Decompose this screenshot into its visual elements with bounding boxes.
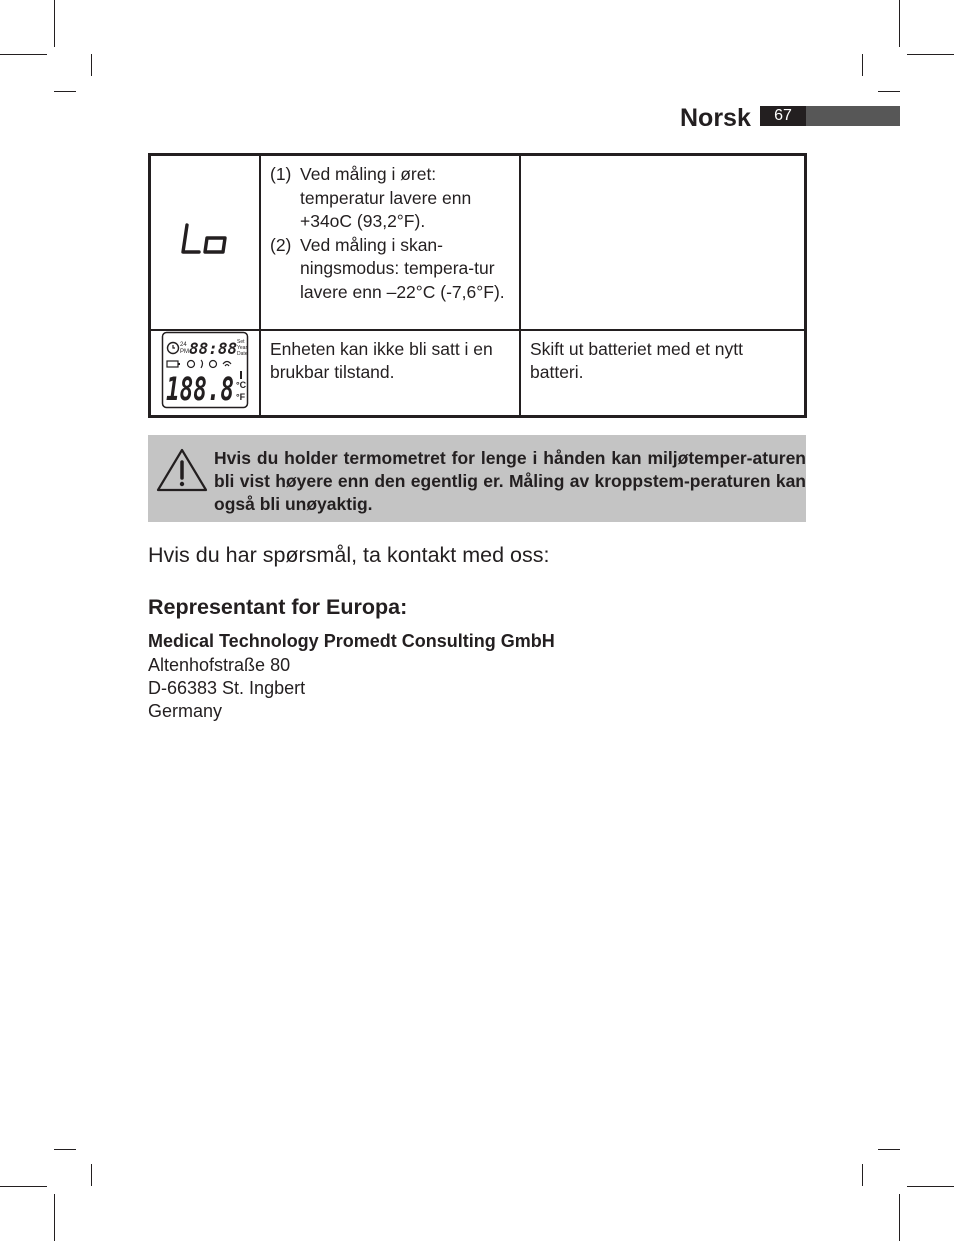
- page-number: 67: [760, 106, 806, 126]
- crop-mark: [54, 91, 76, 92]
- crop-mark: [899, 0, 900, 47]
- svg-text:24: 24: [180, 341, 187, 348]
- display-cell: [150, 155, 261, 330]
- svg-text:°F: °F: [236, 391, 246, 402]
- address-street: Altenhofstraße 80: [148, 655, 291, 675]
- crop-mark: [54, 1149, 76, 1150]
- svg-text:88:88: 88:88: [189, 338, 238, 358]
- company-name: Medical Technology Promedt Consulting GmbH: [148, 631, 555, 651]
- crop-mark: [878, 1149, 900, 1150]
- list-item: (1) Ved måling i øret: temperatur lavere enn +34oC (93,2°F).: [270, 164, 472, 231]
- error-table: [148, 153, 807, 418]
- remedy-cell: Skift ut batteriet med et nytt batteri.: [520, 330, 806, 417]
- crop-mark: [862, 1164, 863, 1186]
- cause-cell: Enheten kan ikke bli satt i en brukbar tilstand.: [260, 330, 520, 417]
- table-row: [150, 330, 806, 417]
- crop-mark: [878, 91, 900, 92]
- svg-text:PM: PM: [180, 348, 189, 355]
- warning-text: Hvis du holder termometret for lenge i hånden kan miljøtemper-aturen bli vist høyere enn den egentlig er. Måling av kroppstem-peraturen kan også bli unøyaktig.: [214, 448, 806, 514]
- crop-mark: [862, 54, 863, 76]
- svg-text:188.8: 188.8: [166, 369, 234, 408]
- page-language-title: Norsk: [680, 104, 751, 132]
- remedy-cell: [520, 155, 806, 330]
- crop-mark: [907, 1186, 954, 1187]
- svg-text:°C: °C: [236, 379, 247, 390]
- address-city: D-66383 St. Ingbert: [148, 678, 306, 698]
- display-cell: [150, 330, 261, 417]
- representative-heading: Representant for Europa:: [148, 595, 408, 619]
- crop-mark: [0, 1186, 47, 1187]
- lcd-all-segments-icon: [161, 331, 249, 409]
- cause-cell: [260, 155, 520, 330]
- crop-mark: [899, 1194, 900, 1241]
- crop-mark: [91, 54, 92, 76]
- crop-mark: [54, 1194, 55, 1241]
- address-country: Germany: [148, 701, 223, 721]
- table-row: [150, 155, 806, 330]
- list-item: (2) Ved måling i skan-ningsmodus: tempera-tur lavere enn –22°C (-7,6°F).: [270, 234, 505, 302]
- crop-mark: [91, 1164, 92, 1186]
- svg-text:Set: Set: [237, 338, 245, 345]
- cause-list: [270, 163, 513, 304]
- crop-mark: [54, 0, 55, 47]
- lo-display-symbol: [181, 222, 229, 256]
- header-bar: [806, 106, 900, 126]
- crop-mark: [907, 54, 954, 55]
- crop-mark: [0, 54, 47, 55]
- warning-triangle-icon: [156, 447, 208, 493]
- svg-text:Date: Date: [237, 350, 248, 357]
- svg-text:Year: Year: [237, 344, 248, 351]
- contact-question: Hvis du har spørsmål, ta kontakt med oss:: [148, 543, 550, 567]
- warning-box: [148, 435, 806, 522]
